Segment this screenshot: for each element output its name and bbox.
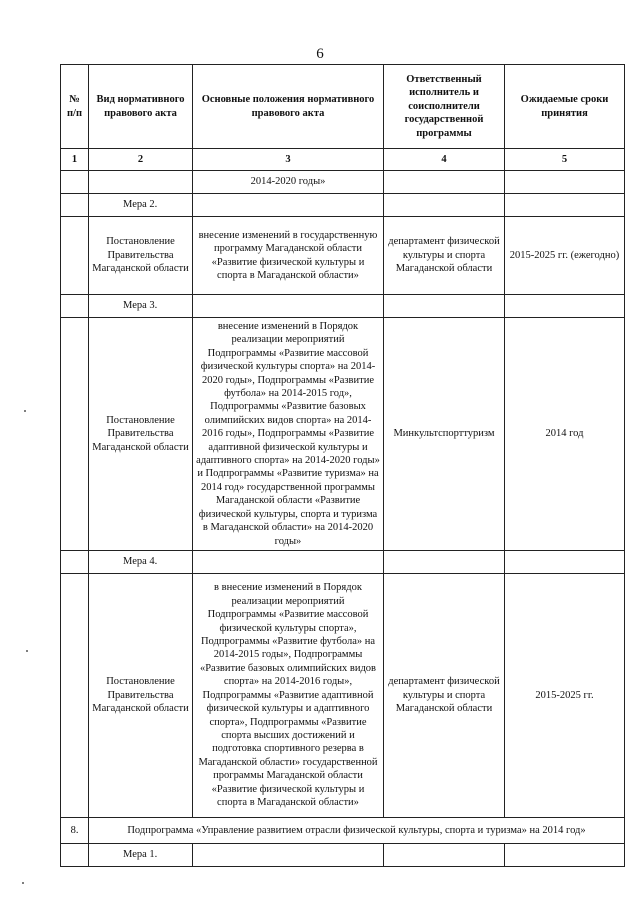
header-row bbox=[61, 65, 625, 149]
col-number: 3 bbox=[193, 149, 384, 171]
header-content: Основные положения нормативного правового акта bbox=[193, 65, 384, 149]
continuation-text: 2014-2020 годы» bbox=[193, 171, 384, 194]
header-terms: Ожидаемые сроки принятия bbox=[505, 65, 625, 149]
act-content: в внесение изменений в Порядок реализации мероприятий Подпрограммы «Развитие массовой физической культуры спорта», Подпрограммы «Развитие футбола» на 2014-2015 годы», Подпрограммы «Развитие базовых олимпийских видов спорта» на 2014-2016 годы», Подпрограммы «Развитие адаптивной физической культуры и адаптивного спорта», Подпрограммы «Развитие спорта высших достижений и подготовка спортивного резерва в Магаданской области» государственной программы Магаданской области «Развитие физической культуры и спорта в Магаданской области» bbox=[193, 573, 384, 817]
table-row bbox=[61, 171, 625, 194]
subprogram-number: 8. bbox=[61, 817, 89, 843]
header-kind: Вид нормативного правового акта bbox=[89, 65, 193, 149]
act-kind: Постановление Правительства Магаданской области bbox=[89, 217, 193, 295]
act-kind: Постановление Правительства Магаданской области bbox=[89, 573, 193, 817]
scan-speck bbox=[24, 410, 26, 412]
act-content: внесение изменений в государственную программу Магаданской области «Развитие физической культуры и спорта в Магаданской области» bbox=[193, 217, 384, 295]
act-responsible: департамент физической культуры и спорта Магаданской области bbox=[384, 217, 505, 295]
scan-speck bbox=[26, 650, 28, 652]
table-row bbox=[61, 318, 625, 551]
subprogram-title: Подпрограмма «Управление развитием отрасли физической культуры, спорта и туризма» на 2014 год» bbox=[89, 817, 625, 843]
act-terms: 2015-2025 гг. bbox=[505, 573, 625, 817]
normative-acts-table bbox=[60, 64, 625, 867]
page-number: 6 bbox=[316, 46, 324, 62]
act-responsible: департамент физической культуры и спорта Магаданской области bbox=[384, 573, 505, 817]
measure-row bbox=[61, 843, 625, 866]
act-kind: Постановление Правительства Магаданской области bbox=[89, 318, 193, 551]
measure-row bbox=[61, 194, 625, 217]
measure-label: Мера 3. bbox=[89, 295, 193, 318]
col-number: 2 bbox=[89, 149, 193, 171]
header-num: № п/п bbox=[61, 65, 89, 149]
act-terms: 2014 год bbox=[505, 318, 625, 551]
column-numbers-row bbox=[61, 149, 625, 171]
measure-label: Мера 2. bbox=[89, 194, 193, 217]
act-terms: 2015-2025 гг. (ежегодно) bbox=[505, 217, 625, 295]
measure-label: Мера 1. bbox=[89, 843, 193, 866]
subprogram-row bbox=[61, 817, 625, 843]
act-content: внесение изменений в Порядок реализации мероприятий Подпрограммы «Развитие массовой физической культуры спорта» на 2014-2020 годы», Подпрограммы «Развитие футбола» на 2014-2015 год», Подпрограммы «Развитие базовых олимпийских видов спорта» на 2014-2016 годы», Подпрограммы «Развитие адаптивной физической культуры и адаптивного спорта» на 2014-2020 годы» и Подпрограммы «Развитие туризма» на 2014 год» государственной программы Магаданской области «Развитие физической культуры, спорта и туризма в Магаданской области» на 2014-2020 годы» bbox=[193, 318, 384, 551]
header-responsible: Ответственный исполнитель и соисполнители государственной программы bbox=[384, 65, 505, 149]
table-row bbox=[61, 217, 625, 295]
table-row bbox=[61, 573, 625, 817]
act-responsible: Минкультспорттуризм bbox=[384, 318, 505, 551]
col-number: 4 bbox=[384, 149, 505, 171]
measure-row bbox=[61, 550, 625, 573]
scan-speck bbox=[22, 882, 24, 884]
col-number: 1 bbox=[61, 149, 89, 171]
col-number: 5 bbox=[505, 149, 625, 171]
measure-label: Мера 4. bbox=[89, 550, 193, 573]
measure-row bbox=[61, 295, 625, 318]
